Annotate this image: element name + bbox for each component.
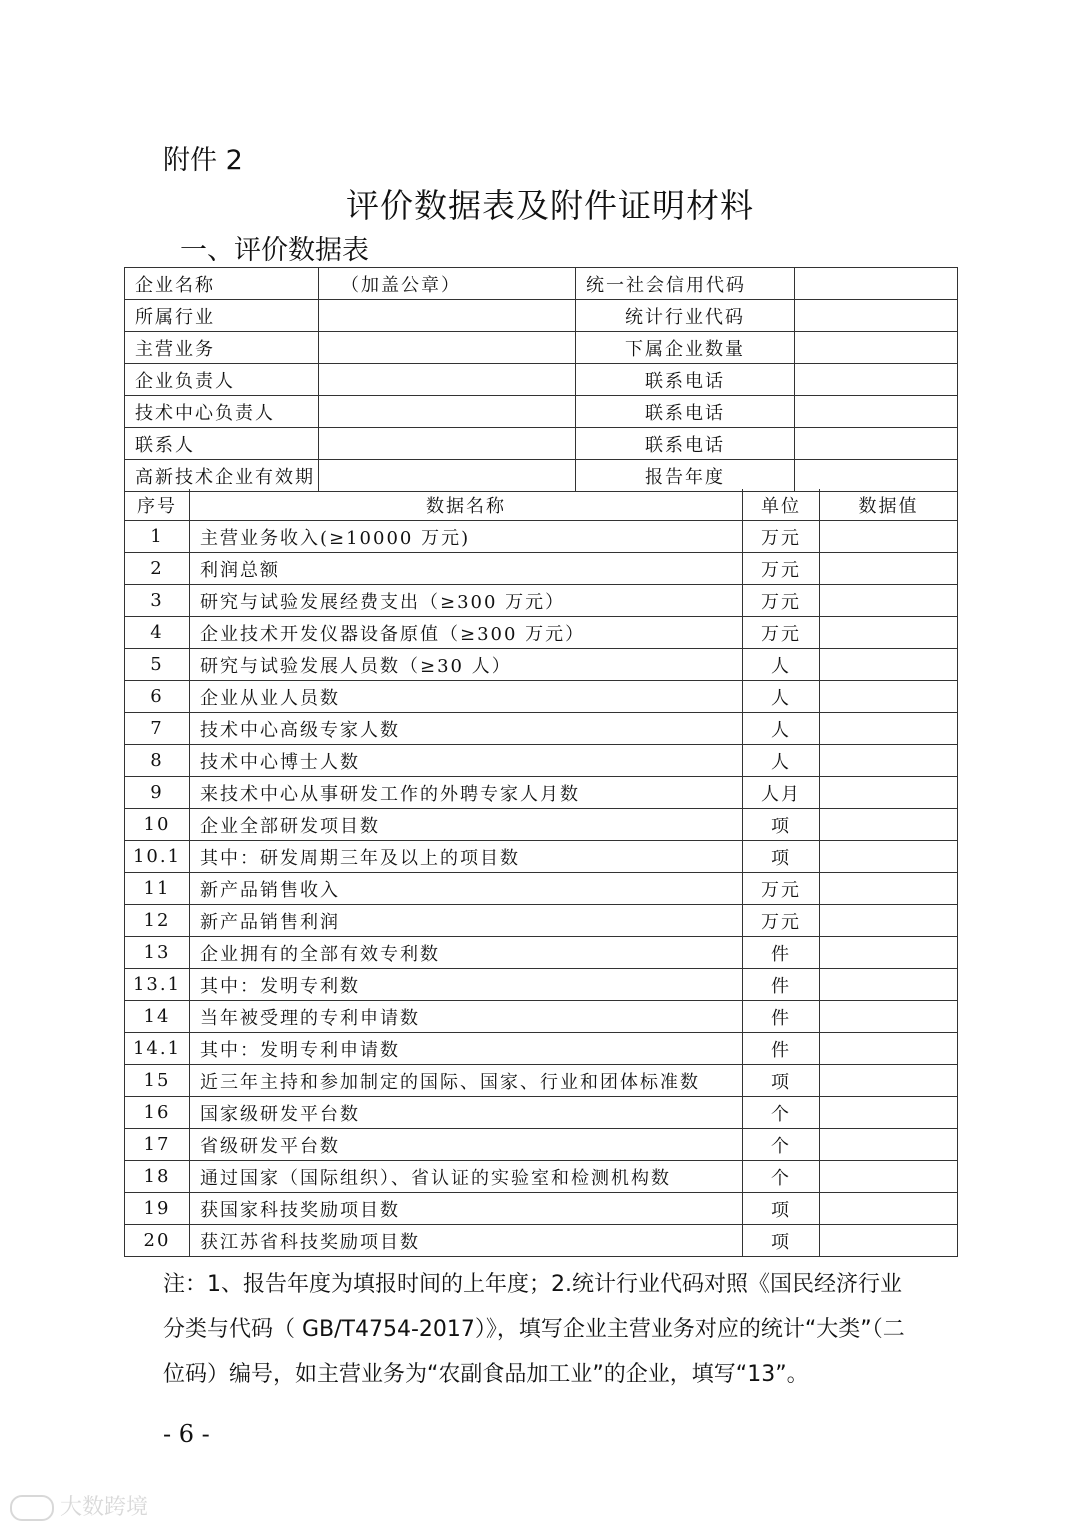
table-row <box>125 1065 958 1097</box>
unit-cell: 个 <box>743 1129 820 1161</box>
seq-cell: 10 <box>125 809 190 841</box>
value-input-cell[interactable] <box>820 585 958 617</box>
value-input-cell[interactable] <box>820 969 958 1001</box>
seq-cell: 9 <box>125 777 190 809</box>
name-header: 数据名称 <box>190 489 743 521</box>
seq-cell: 10.1 <box>125 841 190 873</box>
table-row <box>125 809 958 841</box>
seq-cell: 2 <box>125 553 190 585</box>
phone-field[interactable] <box>795 396 958 428</box>
table-row <box>125 332 958 364</box>
unit-cell: 人 <box>743 681 820 713</box>
company-name-label: 企业名称 <box>125 268 319 300</box>
table-row <box>125 969 958 1001</box>
table-row <box>125 300 958 332</box>
evaluation-data-table <box>124 489 958 1257</box>
report-year-field[interactable] <box>795 460 958 492</box>
value-input-cell[interactable] <box>820 1225 958 1257</box>
unit-cell: 万元 <box>743 553 820 585</box>
data-name-cell: 主营业务收入(≥10000 万元) <box>190 521 743 553</box>
seq-cell: 8 <box>125 745 190 777</box>
main-business-label: 主营业务 <box>125 332 319 364</box>
unit-cell: 件 <box>743 937 820 969</box>
company-head-field[interactable] <box>319 364 576 396</box>
value-input-cell[interactable] <box>820 777 958 809</box>
table-row <box>125 1001 958 1033</box>
unit-cell: 项 <box>743 1065 820 1097</box>
unit-cell: 万元 <box>743 521 820 553</box>
table-row <box>125 713 958 745</box>
unit-cell: 件 <box>743 969 820 1001</box>
value-input-cell[interactable] <box>820 1033 958 1065</box>
industry-code-field[interactable] <box>795 300 958 332</box>
table-row <box>125 777 958 809</box>
table-row <box>125 649 958 681</box>
value-input-cell[interactable] <box>820 713 958 745</box>
table-row <box>125 1193 958 1225</box>
unit-cell: 个 <box>743 1161 820 1193</box>
seq-cell: 16 <box>125 1097 190 1129</box>
table-row <box>125 1129 958 1161</box>
value-input-cell[interactable] <box>820 1129 958 1161</box>
table-row <box>125 521 958 553</box>
value-input-cell[interactable] <box>820 521 958 553</box>
value-input-cell[interactable] <box>820 873 958 905</box>
value-input-cell[interactable] <box>820 1001 958 1033</box>
seq-cell: 1 <box>125 521 190 553</box>
seq-cell: 18 <box>125 1161 190 1193</box>
seq-cell: 3 <box>125 585 190 617</box>
data-name-cell: 其中：发明专利数 <box>190 969 743 1001</box>
table-row <box>125 585 958 617</box>
table-row <box>125 1225 958 1257</box>
watermark <box>10 1490 148 1521</box>
unit-cell: 万元 <box>743 873 820 905</box>
data-name-cell: 研究与试验发展人员数（≥30 人） <box>190 649 743 681</box>
section-title: 一、评价数据表 <box>180 235 369 266</box>
seq-cell: 4 <box>125 617 190 649</box>
unit-cell: 万元 <box>743 585 820 617</box>
table-row <box>125 681 958 713</box>
unit-cell: 万元 <box>743 905 820 937</box>
table-row <box>125 937 958 969</box>
unit-cell: 个 <box>743 1097 820 1129</box>
seq-cell: 5 <box>125 649 190 681</box>
table-row <box>125 553 958 585</box>
data-name-cell: 新产品销售利润 <box>190 905 743 937</box>
table-row <box>125 905 958 937</box>
table-row <box>125 460 958 492</box>
phone-label: 联系电话 <box>576 364 795 396</box>
seq-cell: 12 <box>125 905 190 937</box>
data-name-cell: 企业拥有的全部有效专利数 <box>190 937 743 969</box>
value-input-cell[interactable] <box>820 649 958 681</box>
seq-cell: 20 <box>125 1225 190 1257</box>
hitech-validity-field[interactable] <box>319 460 576 492</box>
page-number: - 6 - <box>163 1420 210 1448</box>
data-name-cell: 企业全部研发项目数 <box>190 809 743 841</box>
data-name-cell: 获江苏省科技奖励项目数 <box>190 1225 743 1257</box>
table-row <box>125 268 958 300</box>
data-name-cell: 来技术中心从事研发工作的外聘专家人月数 <box>190 777 743 809</box>
value-input-cell[interactable] <box>820 681 958 713</box>
table-row <box>125 1033 958 1065</box>
seq-header: 序号 <box>125 489 190 521</box>
attachment-label: 附件 2 <box>163 145 243 176</box>
phone-field[interactable] <box>795 428 958 460</box>
seq-cell: 7 <box>125 713 190 745</box>
subsidiaries-label: 下属企业数量 <box>576 332 795 364</box>
seq-cell: 17 <box>125 1129 190 1161</box>
table-row <box>125 1161 958 1193</box>
data-name-cell: 其中：发明专利申请数 <box>190 1033 743 1065</box>
company-name-field[interactable]: （加盖公章） <box>319 268 576 300</box>
data-name-cell: 国家级研发平台数 <box>190 1097 743 1129</box>
tech-center-head-field[interactable] <box>319 396 576 428</box>
table-row <box>125 617 958 649</box>
data-name-cell: 省级研发平台数 <box>190 1129 743 1161</box>
value-input-cell[interactable] <box>820 809 958 841</box>
footnote: 注：1、报告年度为填报时间的上年度；2.统计行业代码对照《国民经济行业分类与代码（ GB/T4754-2017）》，填写企业主营业务对应的统计“大类”（二位码）编号，如主营业务为“农副食品加工业”的企业，填写“13”。 <box>163 1272 905 1387</box>
credit-code-label: 统一社会信用代码 <box>576 268 795 300</box>
unit-cell: 项 <box>743 1225 820 1257</box>
data-name-cell: 当年被受理的专利申请数 <box>190 1001 743 1033</box>
unit-cell: 项 <box>743 809 820 841</box>
table-row <box>125 841 958 873</box>
seq-cell: 14 <box>125 1001 190 1033</box>
data-name-cell: 获国家科技奖励项目数 <box>190 1193 743 1225</box>
watermark-text: 大数跨境 <box>60 1495 149 1520</box>
value-input-cell[interactable] <box>820 1097 958 1129</box>
industry-field[interactable] <box>319 300 576 332</box>
table-row <box>125 745 958 777</box>
data-name-cell: 近三年主持和参加制定的国际、国家、行业和团体标准数 <box>190 1065 743 1097</box>
contact-field[interactable] <box>319 428 576 460</box>
seq-cell: 13 <box>125 937 190 969</box>
table-row <box>125 428 958 460</box>
value-input-cell[interactable] <box>820 937 958 969</box>
contact-label: 联系人 <box>125 428 319 460</box>
seq-cell: 14.1 <box>125 1033 190 1065</box>
seq-cell: 15 <box>125 1065 190 1097</box>
unit-cell: 人 <box>743 745 820 777</box>
value-input-cell[interactable] <box>820 1193 958 1225</box>
table-header-row <box>125 489 958 521</box>
hitech-validity-label: 高新技术企业有效期 <box>125 460 319 492</box>
data-name-cell: 技术中心高级专家人数 <box>190 713 743 745</box>
value-input-cell[interactable] <box>820 553 958 585</box>
unit-cell: 人月 <box>743 777 820 809</box>
industry-code-label: 统计行业代码 <box>576 300 795 332</box>
phone-field[interactable] <box>795 364 958 396</box>
data-name-cell: 研究与试验发展经费支出（≥300 万元） <box>190 585 743 617</box>
table-row <box>125 873 958 905</box>
unit-cell: 人 <box>743 649 820 681</box>
unit-cell: 项 <box>743 1193 820 1225</box>
data-name-cell: 企业从业人员数 <box>190 681 743 713</box>
seq-cell: 11 <box>125 873 190 905</box>
data-name-cell: 新产品销售收入 <box>190 873 743 905</box>
data-name-cell: 利润总额 <box>190 553 743 585</box>
value-input-cell[interactable] <box>820 745 958 777</box>
company-head-label: 企业负责人 <box>125 364 319 396</box>
value-input-cell[interactable] <box>820 1161 958 1193</box>
table-row <box>125 1097 958 1129</box>
watermark-logo-icon <box>10 1495 54 1521</box>
seq-cell: 13.1 <box>125 969 190 1001</box>
data-name-cell: 企业技术开发仪器设备原值（≥300 万元） <box>190 617 743 649</box>
table-row <box>125 396 958 428</box>
credit-code-field[interactable] <box>795 268 958 300</box>
unit-cell: 人 <box>743 713 820 745</box>
unit-cell: 件 <box>743 1001 820 1033</box>
unit-cell: 万元 <box>743 617 820 649</box>
seq-cell: 19 <box>125 1193 190 1225</box>
value-input-cell[interactable] <box>820 617 958 649</box>
company-info-table <box>124 267 958 492</box>
report-year-label: 报告年度 <box>576 460 795 492</box>
value-input-cell[interactable] <box>820 841 958 873</box>
value-header: 数据值 <box>820 489 958 521</box>
unit-cell: 项 <box>743 841 820 873</box>
industry-label: 所属行业 <box>125 300 319 332</box>
unit-header: 单位 <box>743 489 820 521</box>
data-name-cell: 其中：研发周期三年及以上的项目数 <box>190 841 743 873</box>
main-business-field[interactable] <box>319 332 576 364</box>
tech-center-head-label: 技术中心负责人 <box>125 396 319 428</box>
phone-label: 联系电话 <box>576 396 795 428</box>
table-row <box>125 364 958 396</box>
data-name-cell: 通过国家（国际组织）、省认证的实验室和检测机构数 <box>190 1161 743 1193</box>
seq-cell: 6 <box>125 681 190 713</box>
value-input-cell[interactable] <box>820 905 958 937</box>
phone-label: 联系电话 <box>576 428 795 460</box>
subsidiaries-field[interactable] <box>795 332 958 364</box>
value-input-cell[interactable] <box>820 1065 958 1097</box>
data-name-cell: 技术中心博士人数 <box>190 745 743 777</box>
page-title: 评价数据表及附件证明材料 <box>346 186 754 225</box>
unit-cell: 件 <box>743 1033 820 1065</box>
